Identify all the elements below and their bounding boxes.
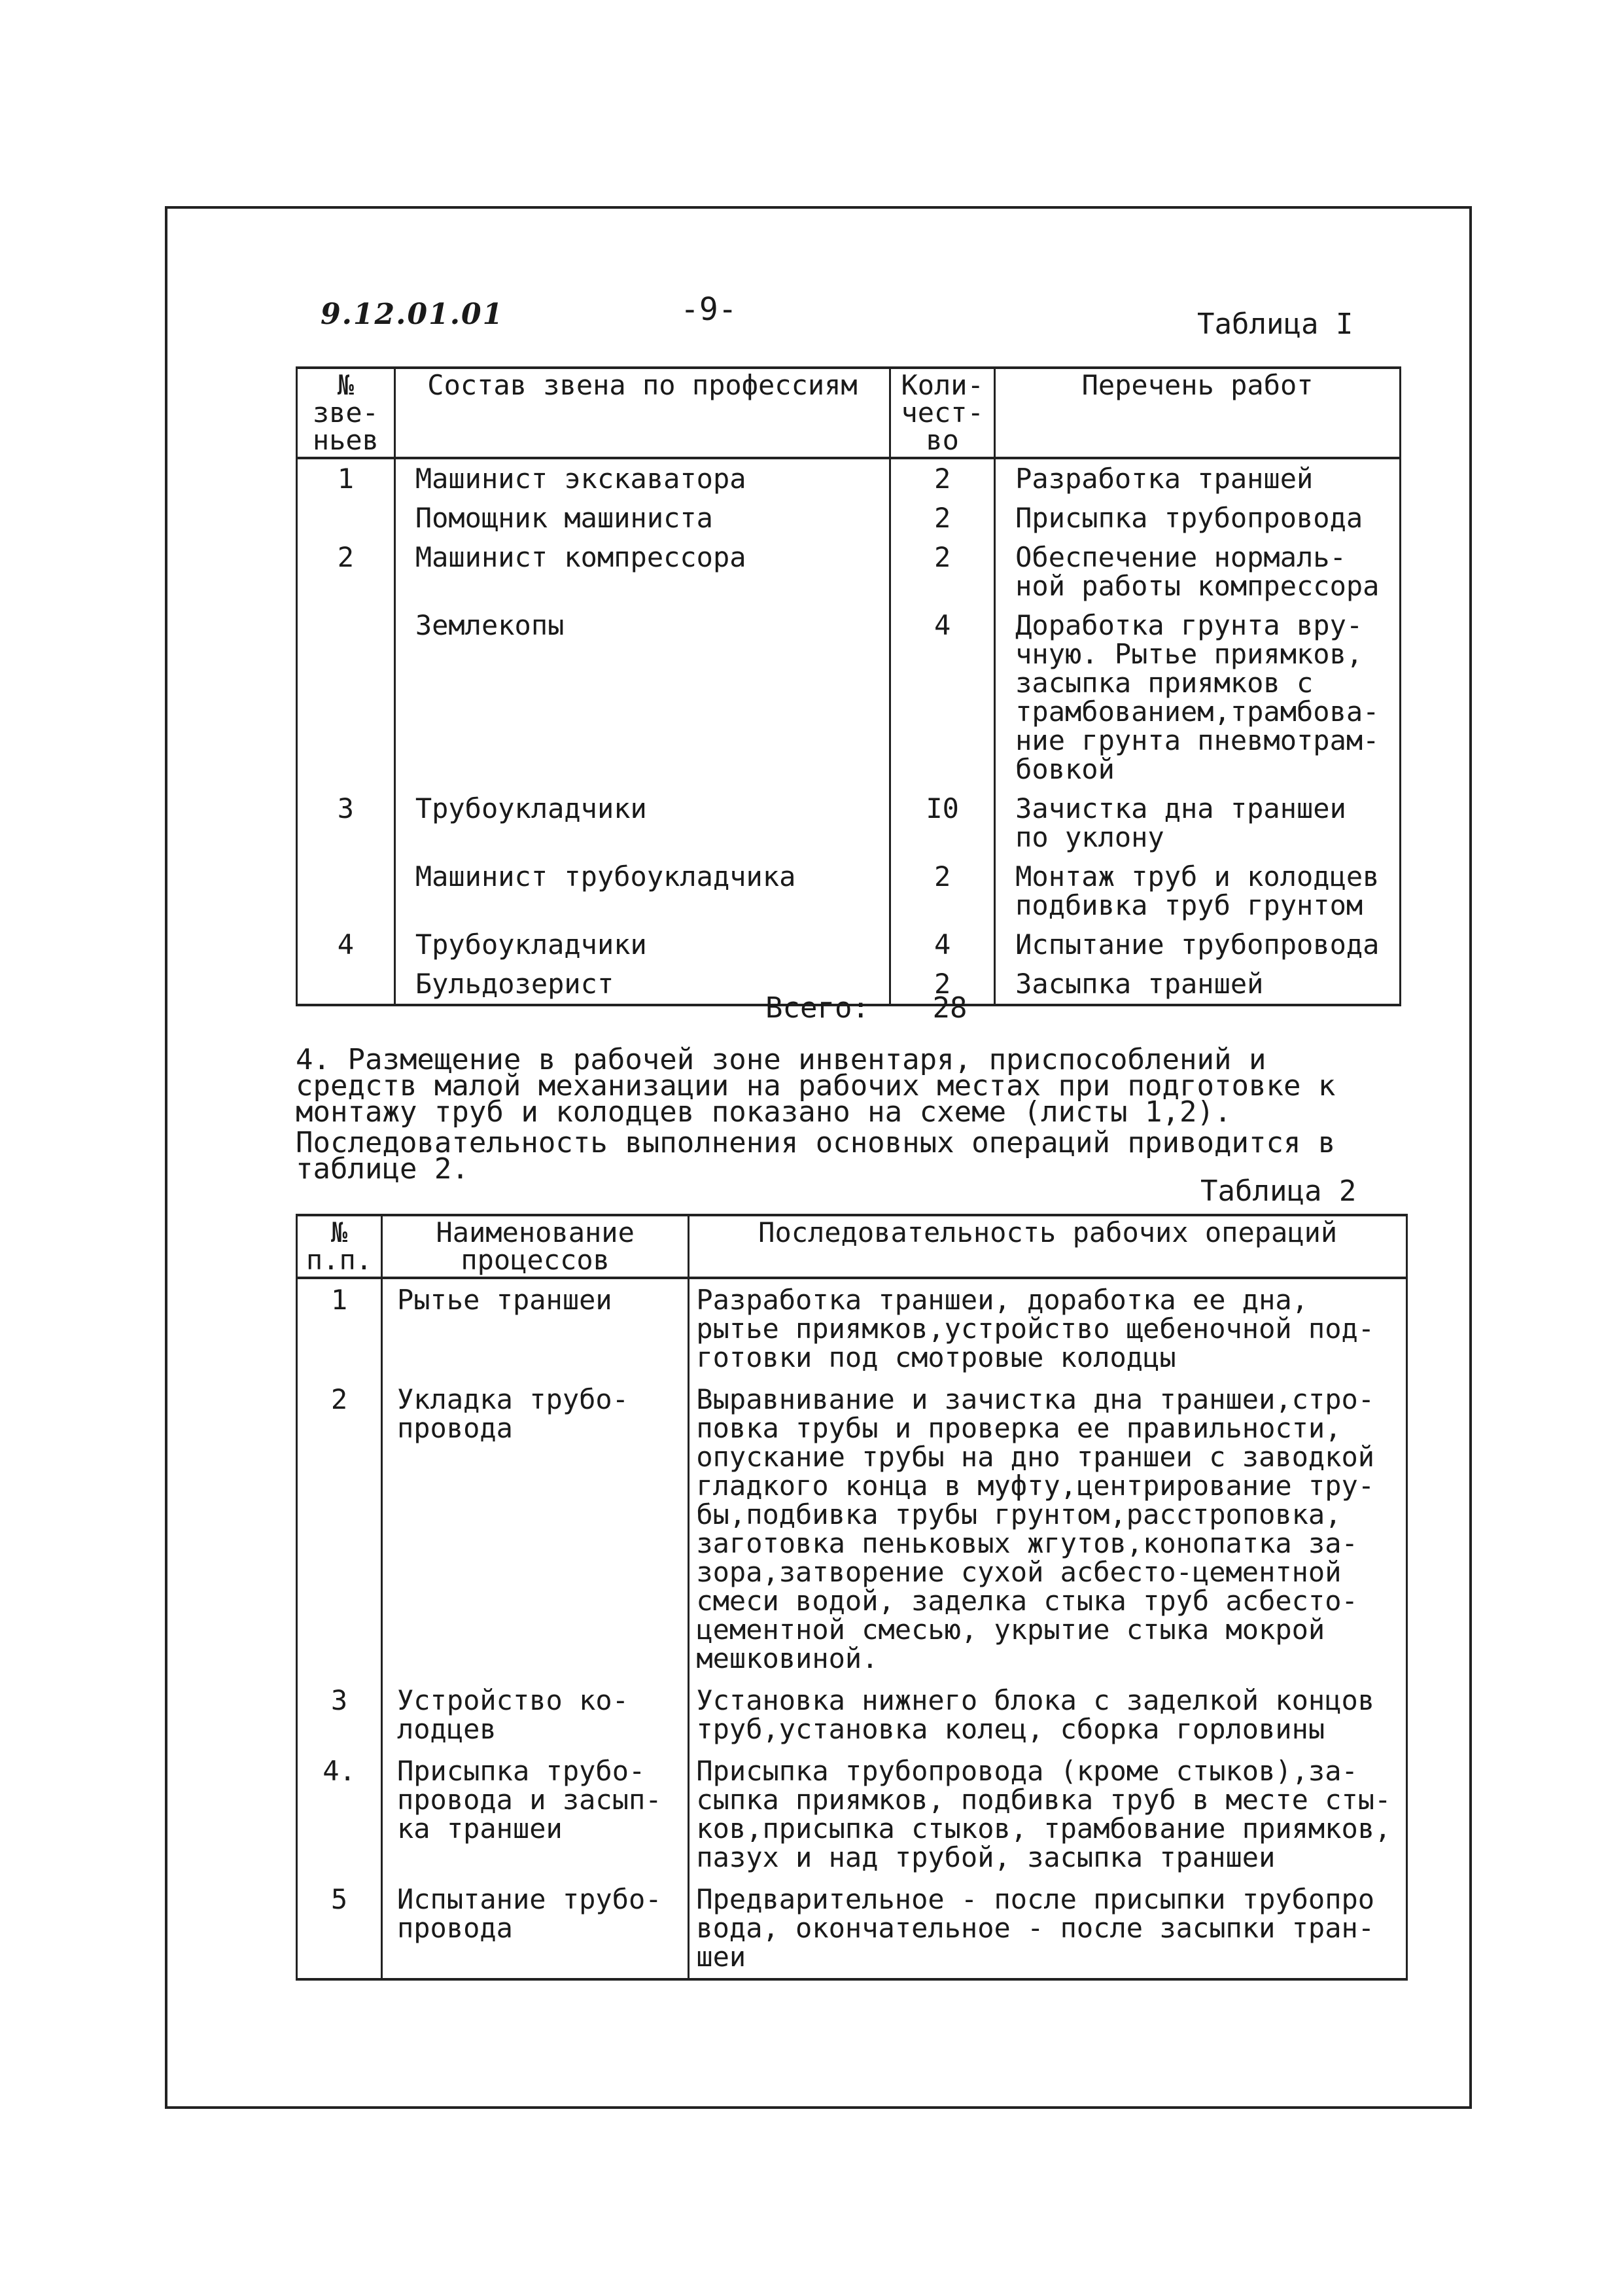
profession: Машинист трубоукладчика <box>394 857 890 925</box>
table2-col-header: № п.п. <box>297 1215 382 1278</box>
table1-header-row <box>297 368 1401 458</box>
work-list: Разработка траншей <box>995 458 1401 499</box>
table-row <box>297 1750 1407 1879</box>
brigade-number <box>297 964 395 1005</box>
row-number: 5 <box>297 1879 382 1979</box>
operations: Выравнивание и зачистка дна траншеи,стро- повка трубы и проверка ее правильности, опускание трубы на дно траншеи с заводкой гладкого конца в муфту,центрирование тру- бы,подбивка трубы грунтом,расстроповка, заготовка пеньковых жгутов,конопатка за- зора,затворение сухой асбесто-цементной смеси водой, заделка стыка труб асбесто- цементной смесью, укрытие стыка мокрой мешковиной. <box>689 1379 1407 1680</box>
table2-header-row <box>297 1215 1407 1278</box>
process-name: Испытание трубо- провода <box>381 1879 688 1979</box>
table1-total <box>765 991 967 1025</box>
document-code: 9.12.01.01 <box>321 298 504 331</box>
row-number: 1 <box>297 1278 382 1379</box>
row-number: 2 <box>297 1379 382 1680</box>
work-list: Доработка грунта вру- чную. Рытье приямков, засыпка приямков с трамбованием,трамбова- ние грунта пневмотрам- бовкой <box>995 606 1401 789</box>
operations: Предварительное - после присыпки трубопро вода, окончательное - после засыпки тран- шеи <box>689 1879 1407 1979</box>
table1 <box>296 366 1401 1006</box>
total-value: 28 <box>932 991 968 1025</box>
process-name: Присыпка трубо- провода и засып- ка траншеи <box>381 1750 688 1879</box>
operations: Разработка траншеи, доработка ее дна, рытье приямков,устройство щебеночной под- готовки под смотровые колодцы <box>689 1278 1407 1379</box>
quantity: 2 <box>890 458 995 499</box>
table2-col-header: Последовательность рабочих операций <box>689 1215 1407 1278</box>
table1-col-header: Перечень работ <box>995 368 1401 458</box>
process-name: Устройство ко- лодцев <box>381 1680 688 1750</box>
work-list: Присыпка трубопровода <box>995 499 1401 538</box>
table-row <box>297 1379 1407 1680</box>
profession: Землекопы <box>394 606 890 789</box>
quantity: 2 <box>890 857 995 925</box>
table-row <box>297 789 1401 857</box>
profession: Бульдозерист <box>394 964 890 1005</box>
operations: Установка нижнего блока с заделкой концов труб,установка колец, сборка горловины <box>689 1680 1407 1750</box>
profession: Машинист экскаватора <box>394 458 890 499</box>
quantity: 4 <box>890 606 995 789</box>
work-list: Зачистка дна траншеи по уклону <box>995 789 1401 857</box>
row-number: 4. <box>297 1750 382 1879</box>
table1-col-header: Состав звена по профессиям <box>394 368 890 458</box>
profession: Машинист компрессора <box>394 538 890 606</box>
quantity: 2 <box>890 538 995 606</box>
work-list: Испытание трубопровода <box>995 925 1401 964</box>
quantity: I0 <box>890 789 995 857</box>
table1-caption: Таблица I <box>1197 308 1353 341</box>
table-row <box>297 1680 1407 1750</box>
brigade-number <box>297 606 395 789</box>
table2-caption: Таблица 2 <box>1200 1174 1357 1208</box>
table-row <box>297 925 1401 964</box>
process-name: Рытье траншеи <box>381 1278 688 1379</box>
process-name: Укладка трубо- провода <box>381 1379 688 1680</box>
operations: Присыпка трубопровода (кроме стыков),за- сыпка приямков, подбивка труб в месте сты- ков,присыпка стыков, трамбование приямков, пазух и над трубой, засыпка траншеи <box>689 1750 1407 1879</box>
paragraph-sequence: Последовательность выполнения основных операций приводится в таблице 2. <box>296 1126 1336 1186</box>
paragraph-placement: 4. Размещение в рабочей зоне инвентаря, приспособлений и средств малой механизации на рабочих местах при подготовке к монтажу труб и колодцев показано на схеме (листы 1,2). <box>296 1043 1336 1129</box>
table2 <box>296 1214 1408 1981</box>
table-row <box>297 606 1401 789</box>
brigade-number: 3 <box>297 789 395 857</box>
table-row <box>297 1879 1407 1979</box>
profession: Помощник машиниста <box>394 499 890 538</box>
profession: Трубоукладчики <box>394 789 890 857</box>
table-row <box>297 538 1401 606</box>
brigade-number: 1 <box>297 458 395 499</box>
quantity: 2 <box>890 964 995 1005</box>
table-row <box>297 857 1401 925</box>
table-row <box>297 1278 1407 1379</box>
table1-col-header: Коли- чест- во <box>890 368 995 458</box>
brigade-number <box>297 857 395 925</box>
quantity: 2 <box>890 499 995 538</box>
work-list: Монтаж труб и колодцев подбивка труб грунтом <box>995 857 1401 925</box>
table1-col-header: № зве- ньев <box>297 368 395 458</box>
row-number: 3 <box>297 1680 382 1750</box>
work-list: Засыпка траншей <box>995 964 1401 1005</box>
table-row <box>297 458 1401 499</box>
total-label: Всего: <box>765 991 869 1025</box>
brigade-number <box>297 499 395 538</box>
brigade-number: 2 <box>297 538 395 606</box>
quantity: 4 <box>890 925 995 964</box>
work-list: Обеспечение нормаль- ной работы компрессора <box>995 538 1401 606</box>
table2-col-header: Наименование процессов <box>381 1215 688 1278</box>
page-number: -9- <box>680 291 737 328</box>
profession: Трубоукладчики <box>394 925 890 964</box>
table-row <box>297 499 1401 538</box>
brigade-number: 4 <box>297 925 395 964</box>
